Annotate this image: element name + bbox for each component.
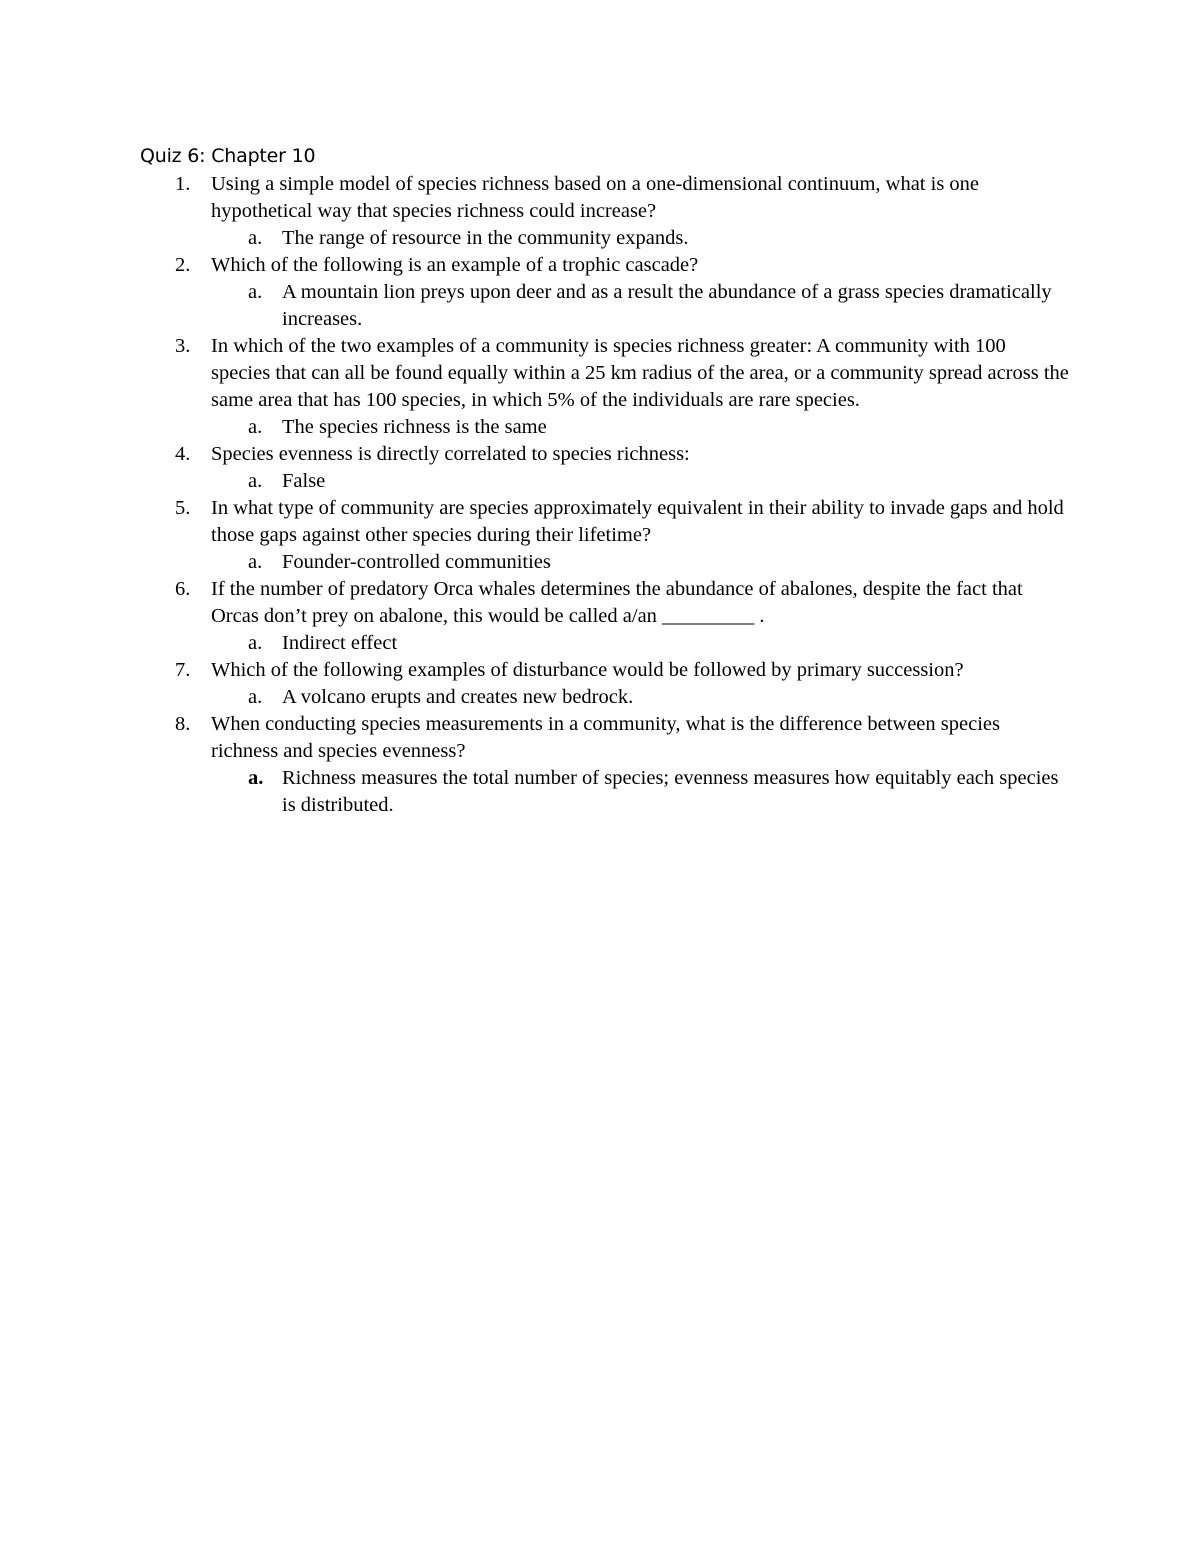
answer-text: The species richness is the same	[282, 416, 547, 438]
answer-list	[211, 684, 1070, 711]
quiz-document	[140, 141, 1070, 819]
answer-item	[211, 225, 1070, 252]
answer-letter: a.	[248, 632, 263, 654]
question-text: Using a simple model of species richness based on a one-dimensional continuum, what is one hypothetical way that species richness could increase?	[211, 173, 980, 222]
question-number: 8.	[175, 713, 191, 735]
question-item	[140, 441, 1070, 495]
question-number: 2.	[175, 254, 191, 276]
question-text: Species evenness is directly correlated to species richness:	[211, 443, 690, 465]
question-text: When conducting species measurements in a community, what is the difference between species richness and species evenness?	[211, 713, 1000, 762]
answer-item	[211, 630, 1070, 657]
question-number: 1.	[175, 173, 191, 195]
question-text: If the number of predatory Orca whales determines the abundance of abalones, despite the fact that Orcas don’t prey on abalone, this would be called a/an _________ .	[211, 578, 1023, 627]
question-number: 4.	[175, 443, 191, 465]
answer-list	[211, 549, 1070, 576]
answer-text: Richness measures the total number of species; evenness measures how equitably each species is distributed.	[282, 767, 1059, 816]
question-item	[140, 711, 1070, 819]
question-item	[140, 171, 1070, 252]
answer-letter: a.	[248, 281, 263, 303]
question-text: Which of the following is an example of a trophic cascade?	[211, 254, 699, 276]
answer-item	[211, 684, 1070, 711]
answer-item	[211, 468, 1070, 495]
answer-list	[211, 414, 1070, 441]
answer-list	[211, 630, 1070, 657]
answer-text: A mountain lion preys upon deer and as a result the abundance of a grass species dramatically increases.	[282, 281, 1052, 330]
answer-letter: a.	[248, 686, 263, 708]
question-text: In which of the two examples of a community is species richness greater: A community with 100 species that can all be found equally within a 25 km radius of the area, or a community spread across the same area that has 100 species, in which 5% of the individuals are rare species.	[211, 335, 1069, 411]
answer-list	[211, 225, 1070, 252]
question-item	[140, 333, 1070, 441]
answer-text: Founder-controlled communities	[282, 551, 551, 573]
answer-item	[211, 414, 1070, 441]
answer-list	[211, 765, 1070, 819]
answer-item	[211, 765, 1070, 819]
answer-item	[211, 549, 1070, 576]
question-number: 6.	[175, 578, 191, 600]
question-text: Which of the following examples of disturbance would be followed by primary succession?	[211, 659, 964, 681]
answer-text: Indirect effect	[282, 632, 398, 654]
question-text: In what type of community are species approximately equivalent in their ability to invade gaps and hold those gaps against other species during their lifetime?	[211, 497, 1064, 546]
quiz-title: Quiz 6: Chapter 10	[140, 145, 316, 167]
answer-letter: a.	[248, 470, 263, 492]
answer-letter: a.	[248, 767, 264, 789]
answer-list	[211, 468, 1070, 495]
question-item	[140, 495, 1070, 576]
answer-letter: a.	[248, 551, 263, 573]
answer-letter: a.	[248, 416, 263, 438]
question-number: 5.	[175, 497, 191, 519]
answer-text: False	[282, 470, 326, 492]
question-item	[140, 657, 1070, 711]
answer-text: A volcano erupts and creates new bedrock.	[282, 686, 634, 708]
answer-text: The range of resource in the community expands.	[282, 227, 689, 249]
answer-list	[211, 279, 1070, 333]
question-item	[140, 576, 1070, 657]
question-number: 7.	[175, 659, 191, 681]
question-number: 3.	[175, 335, 191, 357]
answer-letter: a.	[248, 227, 263, 249]
answer-item	[211, 279, 1070, 333]
question-item	[140, 252, 1070, 333]
question-list	[140, 171, 1070, 819]
